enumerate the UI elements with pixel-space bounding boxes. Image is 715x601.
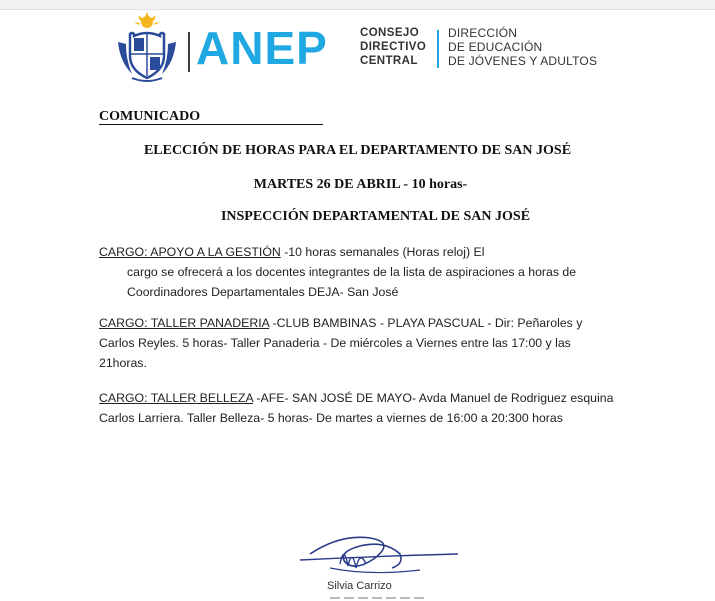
uruguay-coat-of-arms-icon (112, 12, 182, 84)
document-label: COMUNICADO (99, 109, 201, 124)
cargo-taller-panaderia (99, 313, 615, 373)
cargo-first-line (99, 388, 615, 408)
cargo-text: cargo se ofrecerá a los docentes integrantes de la lista de aspiraciones a horas de (127, 265, 577, 279)
cargo-text: 21horas. (99, 356, 147, 370)
cargo-text: -CLUB BAMBINAS - PLAYA PASCUAL - Dir: Peñaroles y (269, 316, 583, 330)
anep-logo: ANEP (196, 22, 328, 74)
handwritten-signature-icon (300, 524, 465, 584)
signer-name: Silvia Carrizo (327, 580, 392, 592)
cargo-text: Carlos Larriera. Taller Belleza- 5 horas- De martes a viernes de 16:00 a 20:300 horas (99, 411, 563, 425)
cargo-heading: CARGO: TALLER PANADERIA (99, 316, 270, 330)
direction-name (448, 26, 597, 68)
cargo-text: Coordinadores Departamentales DEJA- San José (127, 285, 399, 299)
label-underline (99, 124, 323, 125)
cargo-text: -AFE- SAN JOSÉ DE MAYO- Avda Manuel de Rodriguez esquina (253, 391, 614, 405)
document-title: ELECCIÓN DE HORAS PARA EL DEPARTAMENTO DE SAN JOSÉ (143, 143, 572, 158)
document-date: MARTES 26 DE ABRIL - 10 horas- (253, 177, 468, 192)
inspection-name: INSPECCIÓN DEPARTAMENTAL DE SAN JOSÉ (220, 209, 531, 224)
letterhead-divider (188, 32, 190, 72)
direction-line: DIRECCIÓN (448, 26, 518, 40)
cargo-first-line (99, 313, 615, 333)
letterhead-divider-blue (437, 30, 439, 68)
council-line: CONSEJO (360, 27, 420, 39)
cargo-heading: CARGO: APOYO A LA GESTIÓN (99, 245, 281, 259)
cargo-first-line (99, 242, 599, 262)
cargo-taller-belleza (99, 388, 615, 428)
truncated-signer-title (330, 597, 440, 601)
council-line: CENTRAL (360, 55, 418, 67)
direction-line: DE JÓVENES Y ADULTOS (448, 54, 598, 68)
cargo-text: -10 horas semanales (Horas reloj) El (280, 245, 485, 259)
top-edge (0, 0, 715, 10)
cargo-apoyo-gestion (99, 242, 599, 302)
council-name (360, 26, 426, 68)
cargo-heading: CARGO: TALLER BELLEZA (99, 391, 253, 405)
letterhead (112, 12, 612, 84)
council-line: DIRECTIVO (360, 41, 427, 53)
direction-line: DE EDUCACIÓN (448, 40, 543, 54)
cargo-text: Carlos Reyles. 5 horas- Taller Panaderia - De miércoles a Viernes entre las 17:00 y las (99, 336, 571, 350)
